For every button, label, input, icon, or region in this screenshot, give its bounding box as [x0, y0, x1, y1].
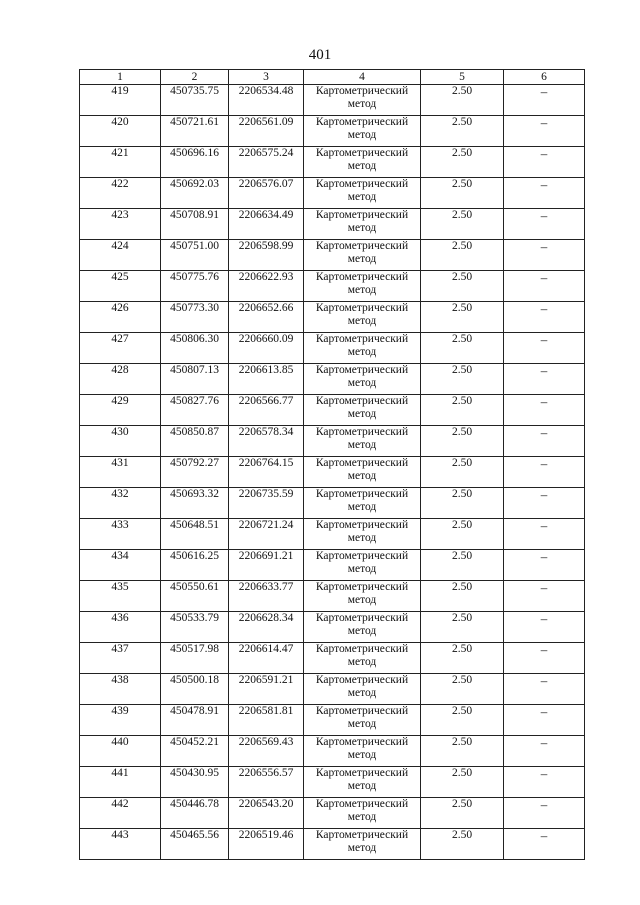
method-cell: Картометрический метод [304, 302, 421, 333]
method-cell: Картометрический метод [304, 116, 421, 147]
y-coordinate-cell: 2206591.21 [229, 674, 304, 705]
note-cell: – [504, 209, 585, 240]
accuracy-cell: 2.50 [421, 612, 504, 643]
point-number-cell: 439 [80, 705, 161, 736]
note-cell: – [504, 798, 585, 829]
point-number-cell: 438 [80, 674, 161, 705]
accuracy-cell: 2.50 [421, 364, 504, 395]
accuracy-cell: 2.50 [421, 240, 504, 271]
accuracy-cell: 2.50 [421, 302, 504, 333]
note-cell: – [504, 612, 585, 643]
y-coordinate-cell: 2206613.85 [229, 364, 304, 395]
header-col-6: 6 [504, 70, 585, 85]
table-row [80, 674, 585, 705]
x-coordinate-cell: 450807.13 [161, 364, 229, 395]
accuracy-cell: 2.50 [421, 395, 504, 426]
x-coordinate-cell: 450465.56 [161, 829, 229, 860]
x-coordinate-cell: 450735.75 [161, 85, 229, 116]
y-coordinate-cell: 2206576.07 [229, 178, 304, 209]
table-row [80, 147, 585, 178]
method-cell: Картометрический метод [304, 767, 421, 798]
note-cell: – [504, 736, 585, 767]
y-coordinate-cell: 2206622.93 [229, 271, 304, 302]
method-cell: Картометрический метод [304, 581, 421, 612]
x-coordinate-cell: 450550.61 [161, 581, 229, 612]
point-number-cell: 428 [80, 364, 161, 395]
x-coordinate-cell: 450721.61 [161, 116, 229, 147]
y-coordinate-cell: 2206519.46 [229, 829, 304, 860]
note-cell: – [504, 457, 585, 488]
y-coordinate-cell: 2206614.47 [229, 643, 304, 674]
table-row [80, 395, 585, 426]
table-row [80, 581, 585, 612]
table-row [80, 85, 585, 116]
x-coordinate-cell: 450751.00 [161, 240, 229, 271]
method-cell: Картометрический метод [304, 147, 421, 178]
point-number-cell: 429 [80, 395, 161, 426]
point-number-cell: 430 [80, 426, 161, 457]
table-row [80, 426, 585, 457]
page-number: 401 [308, 47, 332, 63]
point-number-cell: 421 [80, 147, 161, 178]
note-cell: – [504, 581, 585, 612]
accuracy-cell: 2.50 [421, 550, 504, 581]
table-row [80, 364, 585, 395]
note-cell: – [504, 364, 585, 395]
x-coordinate-cell: 450478.91 [161, 705, 229, 736]
accuracy-cell: 2.50 [421, 85, 504, 116]
method-cell: Картометрический метод [304, 271, 421, 302]
accuracy-cell: 2.50 [421, 829, 504, 860]
point-number-cell: 423 [80, 209, 161, 240]
method-cell: Картометрический метод [304, 240, 421, 271]
method-cell: Картометрический метод [304, 550, 421, 581]
method-cell: Картометрический метод [304, 85, 421, 116]
point-number-cell: 432 [80, 488, 161, 519]
x-coordinate-cell: 450708.91 [161, 209, 229, 240]
table-row [80, 798, 585, 829]
method-cell: Картометрический метод [304, 209, 421, 240]
x-coordinate-cell: 450773.30 [161, 302, 229, 333]
x-coordinate-cell: 450850.87 [161, 426, 229, 457]
x-coordinate-cell: 450693.32 [161, 488, 229, 519]
method-cell: Картометрический метод [304, 426, 421, 457]
y-coordinate-cell: 2206569.43 [229, 736, 304, 767]
note-cell: – [504, 767, 585, 798]
point-number-cell: 427 [80, 333, 161, 364]
note-cell: – [504, 85, 585, 116]
x-coordinate-cell: 450827.76 [161, 395, 229, 426]
accuracy-cell: 2.50 [421, 705, 504, 736]
table-row [80, 643, 585, 674]
y-coordinate-cell: 2206575.24 [229, 147, 304, 178]
note-cell: – [504, 302, 585, 333]
accuracy-cell: 2.50 [421, 147, 504, 178]
note-cell: – [504, 519, 585, 550]
header-col-5: 5 [421, 70, 504, 85]
accuracy-cell: 2.50 [421, 488, 504, 519]
x-coordinate-cell: 450648.51 [161, 519, 229, 550]
table-row [80, 519, 585, 550]
table-row [80, 550, 585, 581]
y-coordinate-cell: 2206543.20 [229, 798, 304, 829]
note-cell: – [504, 116, 585, 147]
point-number-cell: 420 [80, 116, 161, 147]
note-cell: – [504, 271, 585, 302]
note-cell: – [504, 829, 585, 860]
table-row [80, 209, 585, 240]
y-coordinate-cell: 2206556.57 [229, 767, 304, 798]
x-coordinate-cell: 450452.21 [161, 736, 229, 767]
note-cell: – [504, 488, 585, 519]
y-coordinate-cell: 2206735.59 [229, 488, 304, 519]
method-cell: Картометрический метод [304, 705, 421, 736]
method-cell: Картометрический метод [304, 612, 421, 643]
method-cell: Картометрический метод [304, 643, 421, 674]
method-cell: Картометрический метод [304, 736, 421, 767]
accuracy-cell: 2.50 [421, 767, 504, 798]
accuracy-cell: 2.50 [421, 643, 504, 674]
point-number-cell: 441 [80, 767, 161, 798]
note-cell: – [504, 178, 585, 209]
accuracy-cell: 2.50 [421, 457, 504, 488]
point-number-cell: 436 [80, 612, 161, 643]
header-col-2: 2 [161, 70, 229, 85]
note-cell: – [504, 395, 585, 426]
point-number-cell: 435 [80, 581, 161, 612]
point-number-cell: 440 [80, 736, 161, 767]
accuracy-cell: 2.50 [421, 798, 504, 829]
table-row [80, 178, 585, 209]
y-coordinate-cell: 2206581.81 [229, 705, 304, 736]
note-cell: – [504, 333, 585, 364]
x-coordinate-cell: 450446.78 [161, 798, 229, 829]
y-coordinate-cell: 2206652.66 [229, 302, 304, 333]
x-coordinate-cell: 450616.25 [161, 550, 229, 581]
method-cell: Картометрический метод [304, 395, 421, 426]
point-number-cell: 437 [80, 643, 161, 674]
method-cell: Картометрический метод [304, 364, 421, 395]
point-number-cell: 434 [80, 550, 161, 581]
point-number-cell: 419 [80, 85, 161, 116]
header-col-3: 3 [229, 70, 304, 85]
x-coordinate-cell: 450430.95 [161, 767, 229, 798]
y-coordinate-cell: 2206764.15 [229, 457, 304, 488]
note-cell: – [504, 147, 585, 178]
x-coordinate-cell: 450533.79 [161, 612, 229, 643]
table-row [80, 457, 585, 488]
table-row [80, 829, 585, 860]
y-coordinate-cell: 2206660.09 [229, 333, 304, 364]
table-header-row [80, 70, 585, 85]
y-coordinate-cell: 2206561.09 [229, 116, 304, 147]
point-number-cell: 425 [80, 271, 161, 302]
accuracy-cell: 2.50 [421, 116, 504, 147]
method-cell: Картометрический метод [304, 798, 421, 829]
point-number-cell: 443 [80, 829, 161, 860]
method-cell: Картометрический метод [304, 674, 421, 705]
table-row [80, 116, 585, 147]
table-row [80, 240, 585, 271]
point-number-cell: 424 [80, 240, 161, 271]
x-coordinate-cell: 450792.27 [161, 457, 229, 488]
method-cell: Картометрический метод [304, 829, 421, 860]
accuracy-cell: 2.50 [421, 333, 504, 364]
table-row [80, 736, 585, 767]
note-cell: – [504, 550, 585, 581]
y-coordinate-cell: 2206566.77 [229, 395, 304, 426]
table-row [80, 767, 585, 798]
point-number-cell: 442 [80, 798, 161, 829]
y-coordinate-cell: 2206721.24 [229, 519, 304, 550]
accuracy-cell: 2.50 [421, 581, 504, 612]
coordinates-table [79, 69, 585, 860]
y-coordinate-cell: 2206691.21 [229, 550, 304, 581]
x-coordinate-cell: 450806.30 [161, 333, 229, 364]
note-cell: – [504, 426, 585, 457]
accuracy-cell: 2.50 [421, 209, 504, 240]
x-coordinate-cell: 450692.03 [161, 178, 229, 209]
table-body [80, 85, 585, 860]
table-row [80, 271, 585, 302]
method-cell: Картометрический метод [304, 178, 421, 209]
x-coordinate-cell: 450500.18 [161, 674, 229, 705]
method-cell: Картометрический метод [304, 333, 421, 364]
y-coordinate-cell: 2206534.48 [229, 85, 304, 116]
note-cell: – [504, 674, 585, 705]
point-number-cell: 431 [80, 457, 161, 488]
table-row [80, 333, 585, 364]
note-cell: – [504, 705, 585, 736]
x-coordinate-cell: 450775.76 [161, 271, 229, 302]
accuracy-cell: 2.50 [421, 674, 504, 705]
point-number-cell: 433 [80, 519, 161, 550]
y-coordinate-cell: 2206633.77 [229, 581, 304, 612]
x-coordinate-cell: 450696.16 [161, 147, 229, 178]
accuracy-cell: 2.50 [421, 426, 504, 457]
accuracy-cell: 2.50 [421, 736, 504, 767]
y-coordinate-cell: 2206634.49 [229, 209, 304, 240]
point-number-cell: 422 [80, 178, 161, 209]
note-cell: – [504, 643, 585, 674]
method-cell: Картометрический метод [304, 488, 421, 519]
note-cell: – [504, 240, 585, 271]
accuracy-cell: 2.50 [421, 178, 504, 209]
table-row [80, 488, 585, 519]
accuracy-cell: 2.50 [421, 271, 504, 302]
point-number-cell: 426 [80, 302, 161, 333]
header-col-1: 1 [80, 70, 161, 85]
table-row [80, 302, 585, 333]
table-row [80, 705, 585, 736]
table-row [80, 612, 585, 643]
accuracy-cell: 2.50 [421, 519, 504, 550]
y-coordinate-cell: 2206598.99 [229, 240, 304, 271]
header-col-4: 4 [304, 70, 421, 85]
x-coordinate-cell: 450517.98 [161, 643, 229, 674]
method-cell: Картометрический метод [304, 457, 421, 488]
method-cell: Картометрический метод [304, 519, 421, 550]
y-coordinate-cell: 2206628.34 [229, 612, 304, 643]
y-coordinate-cell: 2206578.34 [229, 426, 304, 457]
